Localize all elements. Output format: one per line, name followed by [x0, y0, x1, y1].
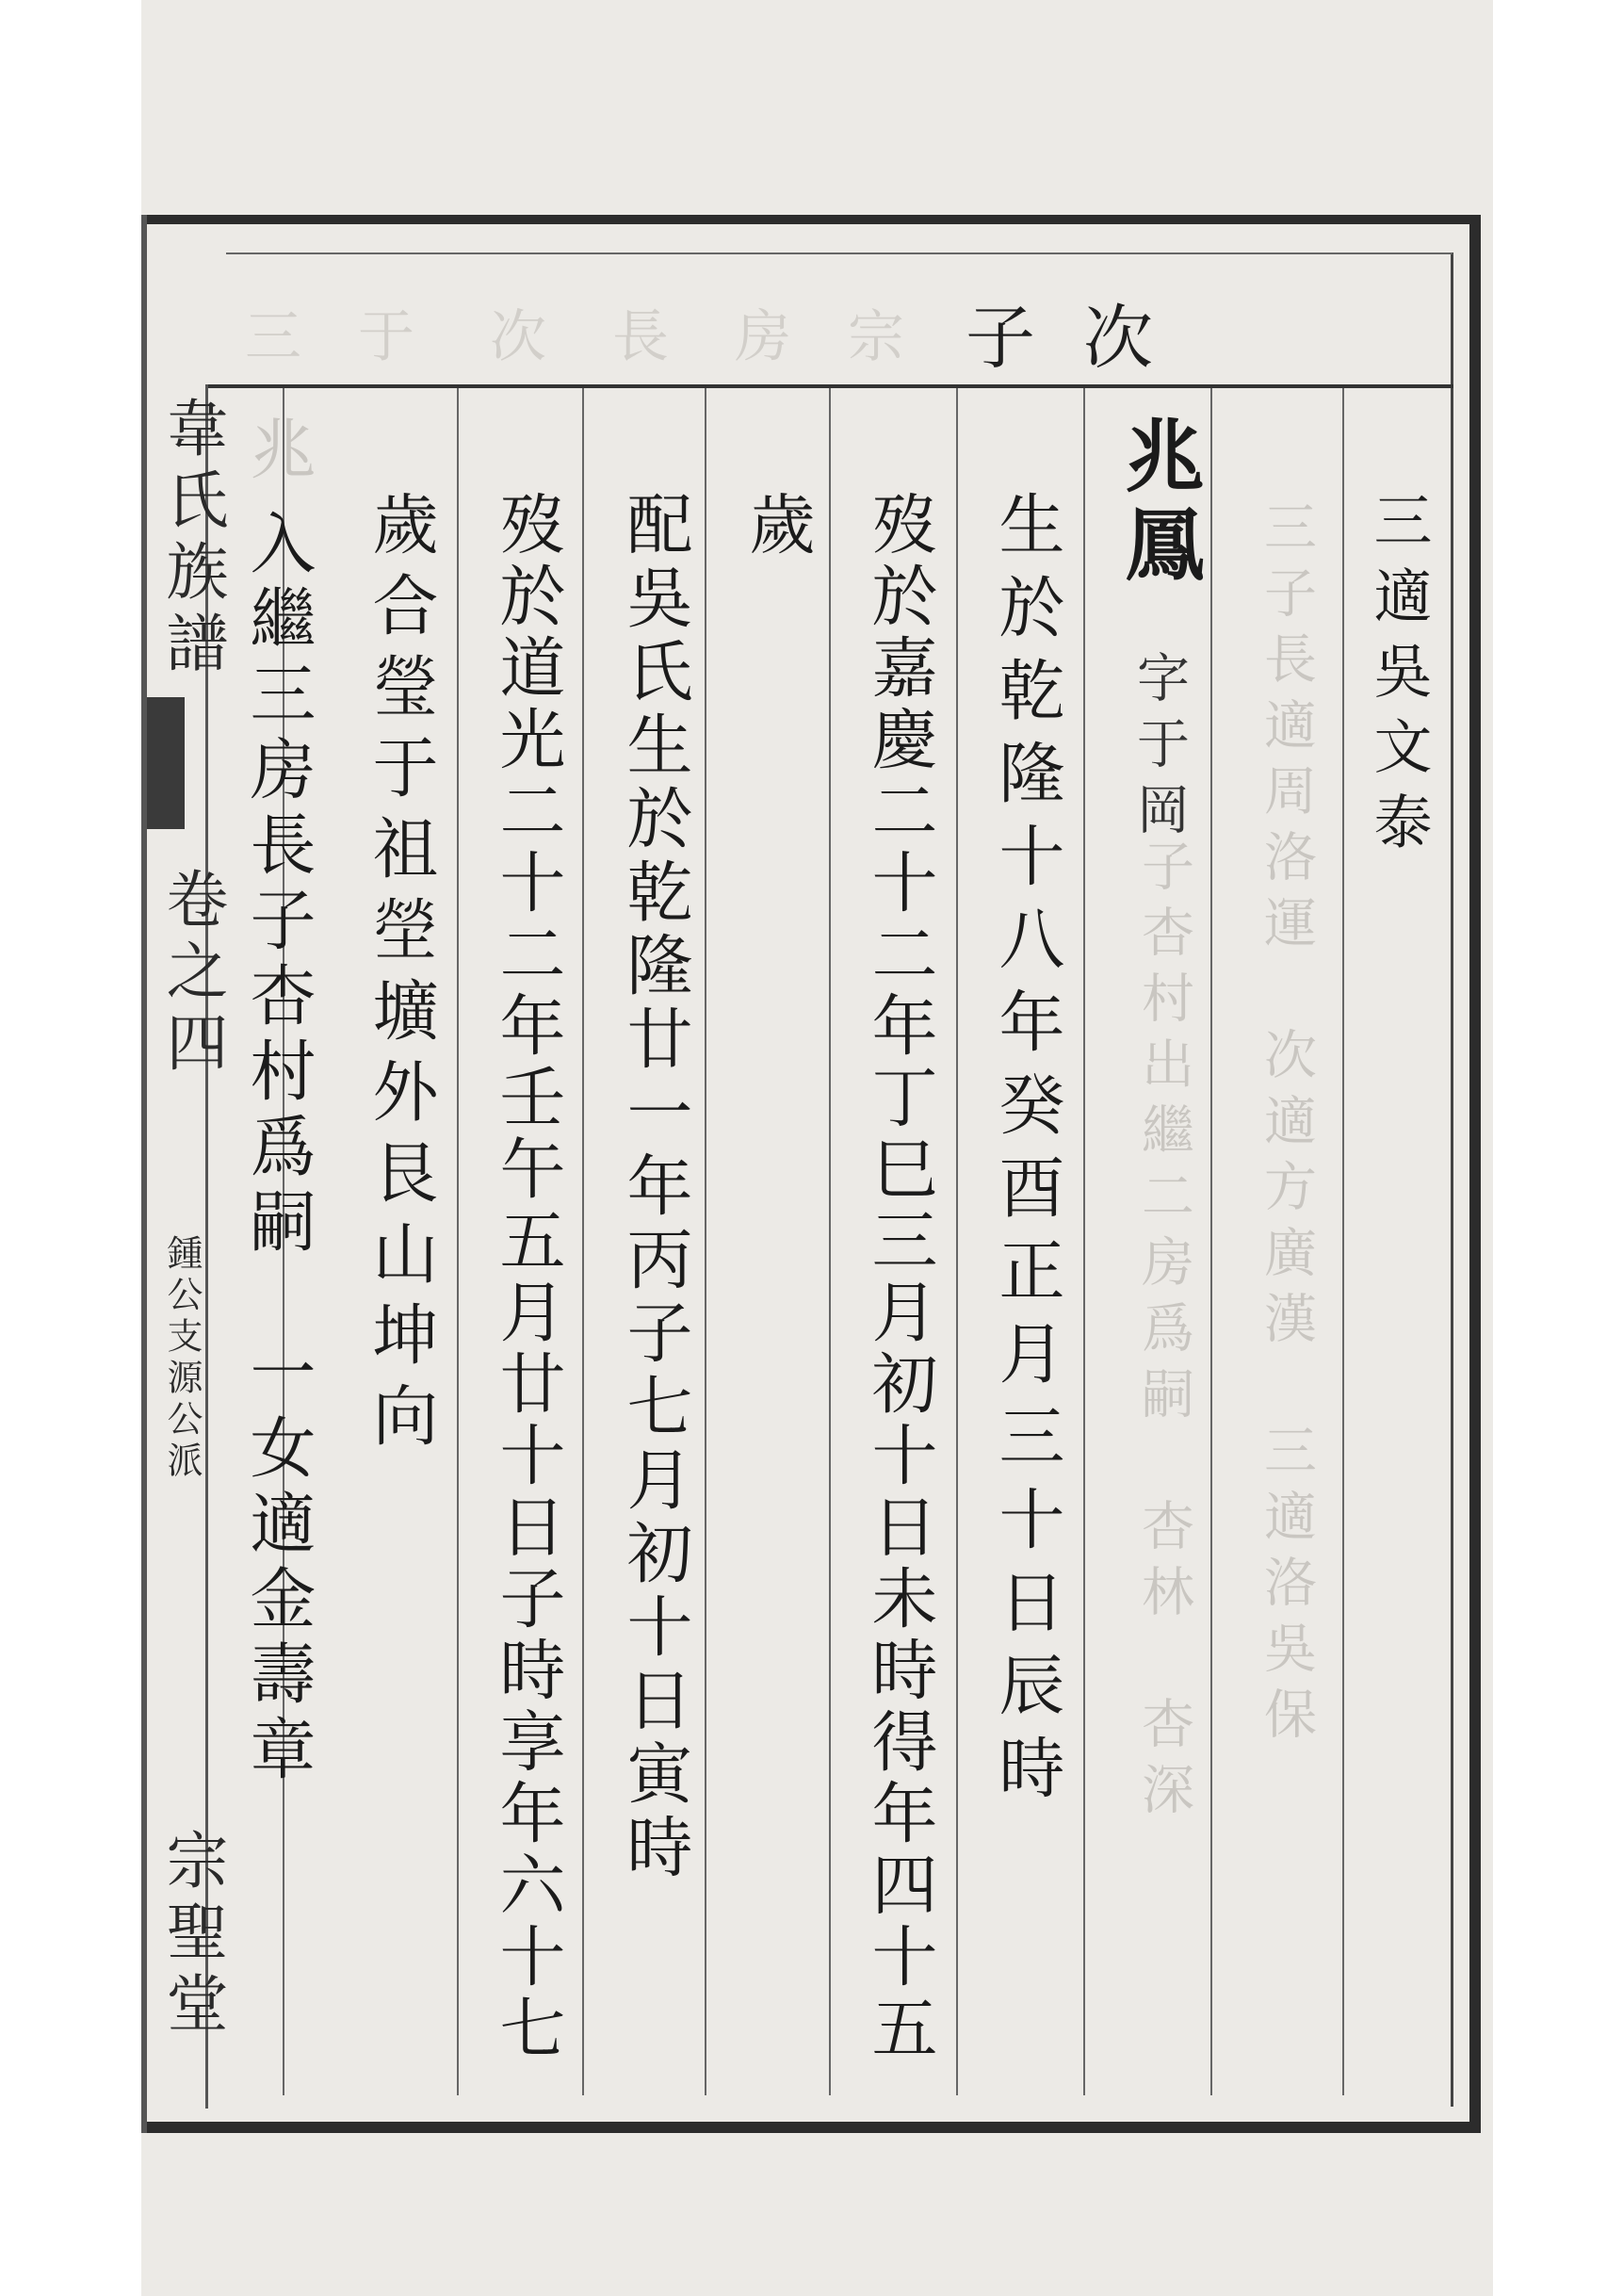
heir-record-column: 入繼三房長子杏村爲嗣 一女適金壽章 [239, 509, 316, 1790]
column-rule [1083, 388, 1085, 2095]
column-rule [1210, 388, 1212, 2095]
spouse-death-column: 歿於道光二十二年壬午五月廿十日子時享年六十七 [489, 490, 566, 2065]
frame-right-border [1469, 215, 1481, 2133]
heir-top-faint-char: 兆 [239, 415, 316, 497]
spine-branch-note: 鍾公支源公派 [161, 1234, 203, 1483]
header-faint-char: 宗 [848, 304, 904, 370]
column-rule [582, 388, 584, 2095]
person-name: 兆鳳 [1112, 415, 1206, 592]
frame-bottom-border [141, 2122, 1481, 2133]
death-record-column: 歿於嘉慶二十二年丁巳三月初十日未時得年四十五 [861, 490, 938, 2065]
faint-back-column: 三子長適周洛運 次適方廣漢 三適洛吳保 [1256, 499, 1317, 1752]
inner-right-rule [1451, 252, 1453, 2107]
header-top-rule [226, 252, 1453, 254]
column-rule [705, 388, 706, 2095]
spine-black-block [147, 697, 185, 829]
column-rule [956, 388, 958, 2095]
header-faint-char: 于 [358, 304, 414, 370]
birth-record-column: 生於乾隆十八年癸酉正月三十日辰時 [988, 490, 1065, 1816]
column-rule [1342, 388, 1344, 2095]
spine-title: 韋氏族譜 [155, 396, 228, 682]
column-rule [829, 388, 831, 2095]
frame-top-border [141, 215, 1481, 224]
marriage-note-column: 三適吳文泰 [1364, 490, 1433, 867]
spine-volume: 卷之四 [155, 867, 228, 1082]
header-faint-char: 次 [490, 304, 546, 370]
age-column: 歲 [738, 490, 816, 573]
header-char-right: 次 [1083, 298, 1153, 379]
spouse-record-column: 配吳氏生於乾隆廿一年丙子七月初十日寅時 [616, 490, 693, 1886]
header-faint-char: 長 [612, 304, 669, 370]
header-faint-char: 房 [735, 304, 791, 370]
courtesy-name: 字于岡 [1128, 650, 1190, 848]
column-rule [457, 388, 459, 2095]
spine-hall-name: 宗聖堂 [155, 1828, 228, 2043]
burial-record-column: 歲合瑩于祖塋壙外艮山坤向 [362, 490, 439, 1462]
header-char-left: 子 [966, 298, 1035, 379]
faint-back-column: 子杏村出繼二房爲嗣 杏林 杏深 [1133, 839, 1194, 1828]
header-faint-char: 三 [245, 304, 301, 370]
